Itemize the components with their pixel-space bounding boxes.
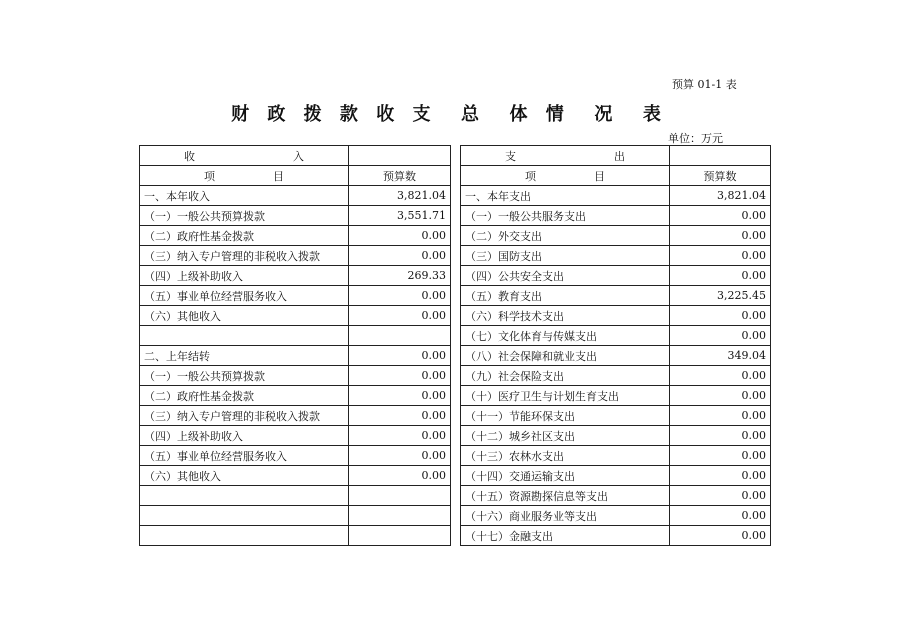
income-item-cell <box>140 526 349 546</box>
expense-item-cell: （一）一般公共服务支出 <box>461 206 670 226</box>
table-row <box>140 266 771 286</box>
income-amount-cell: 0.00 <box>349 226 451 246</box>
expense-amount-cell: 3,821.04 <box>670 186 771 206</box>
expense-amount-cell: 0.00 <box>670 226 771 246</box>
table-header-row <box>140 146 771 166</box>
expense-amount-cell: 0.00 <box>670 506 771 526</box>
table-row <box>140 186 771 206</box>
income-item-cell: （三）纳入专户管理的非税收入拨款 <box>140 406 349 426</box>
expense-amount-cell: 0.00 <box>670 466 771 486</box>
table-row <box>140 346 771 366</box>
income-item-cell: （五）事业单位经营服务收入 <box>140 446 349 466</box>
expense-item-cell: （十五）资源勘探信息等支出 <box>461 486 670 506</box>
expense-amount-cell: 0.00 <box>670 326 771 346</box>
expense-item-cell: （四）公共安全支出 <box>461 266 670 286</box>
income-header: 收 入 <box>140 146 349 166</box>
income-amount-cell: 3,551.71 <box>349 206 451 226</box>
table-row <box>140 526 771 546</box>
income-amount-cell: 0.00 <box>349 366 451 386</box>
income-header-blank <box>349 146 451 166</box>
expense-header: 支 出 <box>461 146 670 166</box>
income-amount-cell: 3,821.04 <box>349 186 451 206</box>
table-row <box>140 326 771 346</box>
income-item-cell: （四）上级补助收入 <box>140 426 349 446</box>
income-amount-cell <box>349 506 451 526</box>
page-title: 财 政 拨 款 收 支 总 体 情 况 表 <box>231 104 667 125</box>
income-item-cell: （一）一般公共预算拨款 <box>140 206 349 226</box>
expense-amount-cell: 0.00 <box>670 306 771 326</box>
income-item-cell: （二）政府性基金拨款 <box>140 386 349 406</box>
table-row <box>140 426 771 446</box>
expense-item-cell: （十三）农林水支出 <box>461 446 670 466</box>
income-amount-cell: 269.33 <box>349 266 451 286</box>
table-row <box>140 206 771 226</box>
expense-amount-cell: 349.04 <box>670 346 771 366</box>
expense-item-cell: （十二）城乡社区支出 <box>461 426 670 446</box>
table-row <box>140 446 771 466</box>
expense-header-blank <box>670 146 771 166</box>
income-amount-cell: 0.00 <box>349 386 451 406</box>
expense-amount-cell: 0.00 <box>670 266 771 286</box>
expense-item-cell: （八）社会保障和就业支出 <box>461 346 670 366</box>
expense-amount-cell: 0.00 <box>670 446 771 466</box>
budget-table <box>139 145 771 546</box>
income-budget-header: 预算数 <box>349 166 451 186</box>
income-amount-cell: 0.00 <box>349 346 451 366</box>
income-item-cell: （四）上级补助收入 <box>140 266 349 286</box>
table-row <box>140 366 771 386</box>
income-amount-cell <box>349 326 451 346</box>
expense-amount-cell: 0.00 <box>670 206 771 226</box>
income-amount-cell: 0.00 <box>349 286 451 306</box>
expense-item-cell: （六）科学技术支出 <box>461 306 670 326</box>
expense-amount-cell: 0.00 <box>670 526 771 546</box>
table-row <box>140 306 771 326</box>
expense-budget-header: 预算数 <box>670 166 771 186</box>
table-row <box>140 486 771 506</box>
expense-item-cell: （九）社会保险支出 <box>461 366 670 386</box>
table-row <box>140 466 771 486</box>
expense-amount-cell: 0.00 <box>670 386 771 406</box>
unit-label: 单位：万元 <box>668 132 723 145</box>
income-item-cell: 一、本年收入 <box>140 186 349 206</box>
income-item-cell <box>140 326 349 346</box>
expense-amount-cell: 0.00 <box>670 366 771 386</box>
income-item-cell <box>140 486 349 506</box>
form-number: 预算 01-1 表 <box>672 78 737 91</box>
expense-amount-cell: 0.00 <box>670 426 771 446</box>
income-amount-cell: 0.00 <box>349 306 451 326</box>
table-row <box>140 246 771 266</box>
income-amount-cell: 0.00 <box>349 426 451 446</box>
income-item-cell: （一）一般公共预算拨款 <box>140 366 349 386</box>
table-row <box>140 406 771 426</box>
income-item-cell: 二、上年结转 <box>140 346 349 366</box>
table-subheader-row <box>140 166 771 186</box>
income-amount-cell: 0.00 <box>349 246 451 266</box>
expense-item-cell: 一、本年支出 <box>461 186 670 206</box>
expense-item-cell: （十六）商业服务业等支出 <box>461 506 670 526</box>
income-item-cell: （六）其他收入 <box>140 306 349 326</box>
income-amount-cell: 0.00 <box>349 406 451 426</box>
expense-item-cell: （七）文化体育与传媒支出 <box>461 326 670 346</box>
income-amount-cell: 0.00 <box>349 466 451 486</box>
table-row <box>140 506 771 526</box>
income-item-cell <box>140 506 349 526</box>
expense-item-cell: （十四）交通运输支出 <box>461 466 670 486</box>
income-item-cell: （六）其他收入 <box>140 466 349 486</box>
expense-amount-cell: 3,225.45 <box>670 286 771 306</box>
income-item-cell: （三）纳入专户管理的非税收入拨款 <box>140 246 349 266</box>
income-item-cell: （五）事业单位经营服务收入 <box>140 286 349 306</box>
income-item-header: 项 目 <box>140 166 349 186</box>
expense-item-cell: （十）医疗卫生与计划生育支出 <box>461 386 670 406</box>
expense-item-cell: （十七）金融支出 <box>461 526 670 546</box>
table-body <box>140 186 771 546</box>
expense-item-header: 项 目 <box>461 166 670 186</box>
income-amount-cell <box>349 486 451 506</box>
income-amount-cell: 0.00 <box>349 446 451 466</box>
expense-item-cell: （十一）节能环保支出 <box>461 406 670 426</box>
expense-amount-cell: 0.00 <box>670 406 771 426</box>
table-row <box>140 226 771 246</box>
expense-item-cell: （三）国防支出 <box>461 246 670 266</box>
table-row <box>140 386 771 406</box>
table-row <box>140 286 771 306</box>
expense-amount-cell: 0.00 <box>670 246 771 266</box>
income-amount-cell <box>349 526 451 546</box>
income-item-cell: （二）政府性基金拨款 <box>140 226 349 246</box>
expense-amount-cell: 0.00 <box>670 486 771 506</box>
expense-item-cell: （五）教育支出 <box>461 286 670 306</box>
expense-item-cell: （二）外交支出 <box>461 226 670 246</box>
